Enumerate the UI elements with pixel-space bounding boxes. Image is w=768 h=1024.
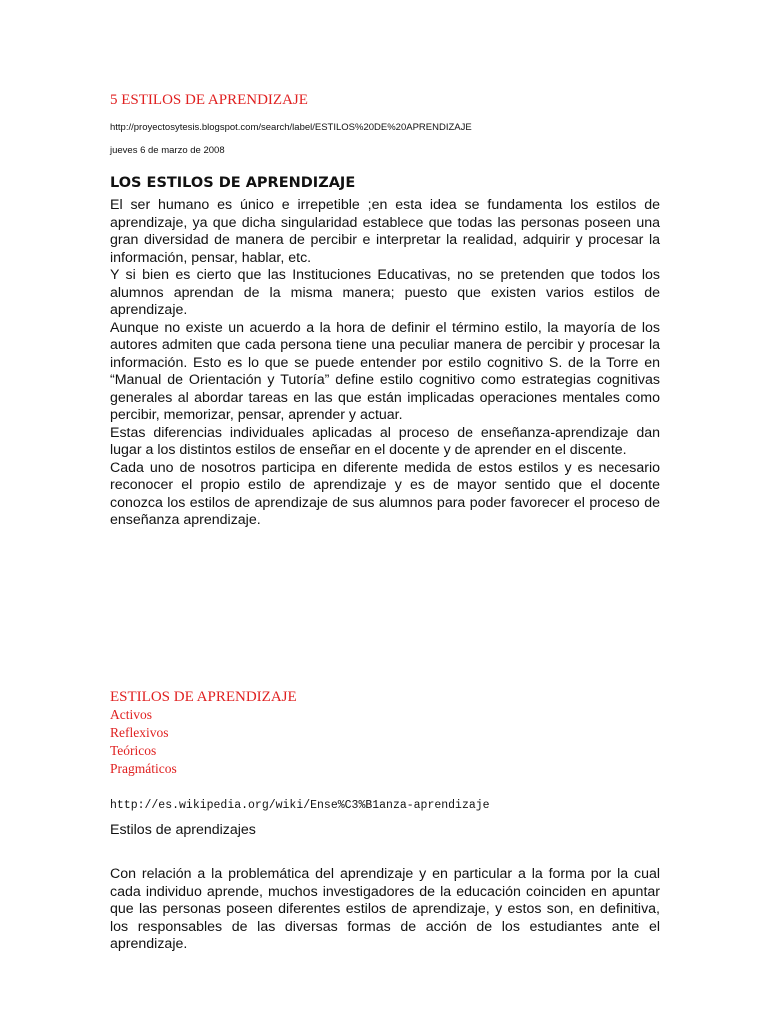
- paragraph: Estas diferencias individuales aplicadas al proceso de enseñanza-aprendizaje dan lugar a los distintos estilos de enseñar en el docente y de aprender en el discente.: [110, 424, 660, 458]
- paragraph: El ser humano es único e irrepetible ;en esta idea se fundamenta los estilos de aprendizaje, ya que dicha singularidad establece que todas las personas poseen una gran diversidad de manera de percibir e interpretar la realidad, adquirir y procesar la información, pensar, hablar, etc.: [110, 197, 660, 266]
- list-item: Reflexivos: [110, 725, 169, 740]
- article-heading: LOS ESTILOS DE APRENDIZAJE: [110, 175, 356, 191]
- styles-list-block: [110, 688, 297, 778]
- paragraph: Cada uno de nosotros participa en diferente medida de estos estilos y es necesario reconocer el propio estilo de aprendizaje y es de mayor sentido que el docente conozca los estilos de aprendizaje de sus alumnos para poder favorecer el proceso de enseñanza aprendizaje.: [110, 459, 660, 528]
- post-date: jueves 6 de marzo de 2008: [110, 145, 225, 156]
- source-url: http://proyectosytesis.blogspot.com/search/label/ESTILOS%20DE%20APRENDIZAJE: [110, 122, 472, 133]
- wiki-url: http://es.wikipedia.org/wiki/Ense%C3%B1anza-aprendizaje: [110, 799, 490, 812]
- list-item: Pragmáticos: [110, 761, 177, 776]
- paragraph: Y si bien es cierto que las Instituciones Educativas, no se pretenden que todos los alumnos aprendan de la misma manera; puesto que existen varios estilos de aprendizaje.: [110, 267, 660, 318]
- list-item: Teóricos: [110, 743, 157, 758]
- paragraph-2: Con relación a la problemática del aprendizaje y en particular a la forma por la cual cada individuo aprende, muchos investigadores de la educación coinciden en apuntar que las personas poseen diferentes estilos de aprendizaje, y estos son, en definitiva, los responsables de las diversas formas de acción de los estudiantes ante el aprendizaje.: [110, 866, 660, 952]
- sub-heading: Estilos de aprendizajes: [110, 822, 256, 838]
- styles-list: [110, 706, 297, 778]
- list-item: Activos: [110, 707, 152, 722]
- styles-list-title: ESTILOS DE APRENDIZAJE: [110, 689, 297, 705]
- article-body: [110, 197, 660, 530]
- section-title: 5 ESTILOS DE APRENDIZAJE: [110, 92, 308, 108]
- paragraph: Aunque no existe un acuerdo a la hora de definir el término estilo, la mayoría de los autores admiten que cada persona tiene una peculiar manera de percibir y procesar la información. Esto es lo que se puede entender por estilo cognitivo S. de la Torre en “Manual de Orientación y Tutoría” define estilo cognitivo como estrategias cognitivas generales al abordar tareas en las que están implicadas operaciones mentales como percibir, memorizar, pensar, aprender y actuar.: [110, 319, 660, 423]
